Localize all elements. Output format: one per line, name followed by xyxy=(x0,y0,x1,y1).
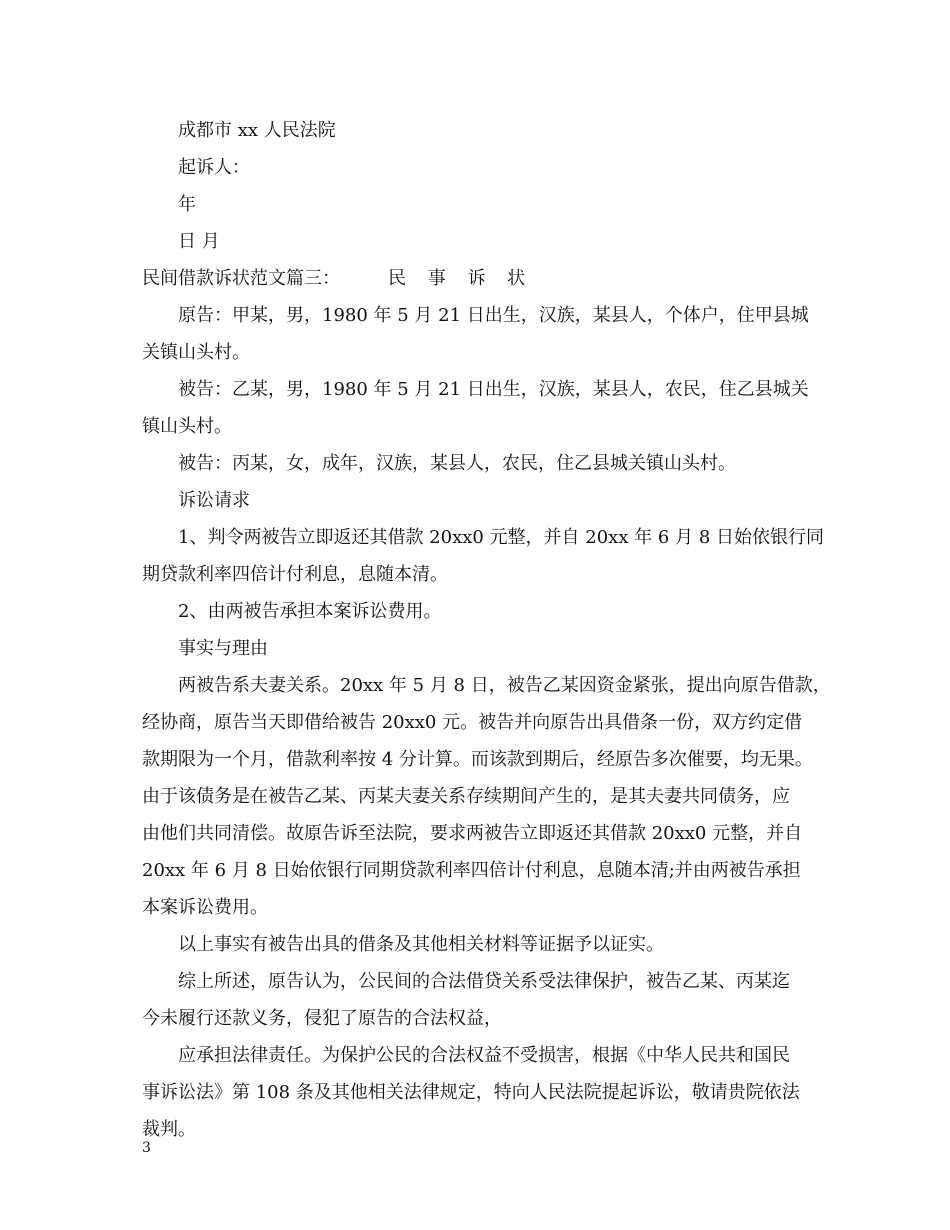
document-body xyxy=(142,116,831,1152)
text-line: 两被告系夫妻关系。20xx 年 5 月 8 日，被告乙某因资金紧张，提出向原告借款， xyxy=(178,675,831,696)
text-line: 综上所述，原告认为，公民间的合法借贷关系受法律保护，被告乙某、丙某迄 xyxy=(178,971,790,992)
text-line: 20xx 年 6 月 8 日始依银行同期贷款利率四倍计付利息，息随本清;并由两被告承担 xyxy=(142,860,801,881)
facts-paragraph-2: 以上事实有被告出具的借条及其他相关材料等证据予以证实。 xyxy=(178,934,664,955)
plaintiff-signature-label: 起诉人： xyxy=(178,157,250,178)
document-heading: 民 事 诉 状 xyxy=(388,268,534,289)
page-number: 3 xyxy=(142,1140,151,1156)
text-line: 今未履行还款义务，侵犯了原告的合法权益， xyxy=(142,1008,502,1029)
text-line: 经协商，原告当天即借给被告 20xx0 元。被告并向原告出具借条一份，双方约定借 xyxy=(142,712,803,733)
text-line: 关镇山头村。 xyxy=(142,342,250,363)
text-line: 应承担法律责任。为保护公民的合法权益不受损害，根据《中华人民共和国民 xyxy=(178,1045,790,1066)
text-line: 期贷款利率四倍计付利息，息随本清。 xyxy=(142,564,448,585)
facts-paragraph-1 xyxy=(142,671,831,923)
defendant2-info: 被告：丙某，女，成年，汉族，某县人，农民，住乙县城关镇山头村。 xyxy=(178,453,736,474)
text-line: 款期限为一个月，借款利率按 4 分计算。而该款到期后，经原告多次催要，均无果。 xyxy=(142,749,813,770)
facts-paragraph-3 xyxy=(142,967,814,1034)
text-line: 事诉讼法》第 108 条及其他相关法律规定，特向人民法院提起诉讼，敬请贵院依法 xyxy=(142,1082,800,1103)
facts-paragraph-4 xyxy=(142,1041,814,1145)
date-year: 年 xyxy=(178,194,196,215)
section-title: 民间借款诉状范文篇三： xyxy=(142,268,340,289)
plaintiff-info xyxy=(142,301,814,368)
text-line: 裁判。 xyxy=(142,1119,196,1140)
claim-item-2: 2、由两被告承担本案诉讼费用。 xyxy=(178,601,442,622)
text-line: 镇山头村。 xyxy=(142,416,232,437)
claim-item-1 xyxy=(142,523,824,590)
claims-heading: 诉讼请求 xyxy=(178,490,250,511)
text-line: 1、判令两被告立即返还其借款 20xx0 元整，并自 20xx 年 6 月 8 日始依银行同 xyxy=(178,527,824,548)
section-title-row xyxy=(142,264,814,294)
date-day-month: 日 月 xyxy=(178,231,220,252)
court-name: 成都市 xx 人民法院 xyxy=(178,120,336,141)
facts-heading: 事实与理由 xyxy=(178,638,268,659)
text-line: 由于该债务是在被告乙某、丙某夫妻关系存续期间产生的，是其夫妻共同债务，应 xyxy=(142,786,790,807)
defendant1-info xyxy=(142,375,814,442)
text-line: 由他们共同清偿。故原告诉至法院，要求两被告立即返还其借款 20xx0 元整，并自 xyxy=(142,823,803,844)
text-line: 被告：乙某，男，1980 年 5 月 21 日出生，汉族，某县人，农民，住乙县城关 xyxy=(178,379,809,400)
text-line: 本案诉讼费用。 xyxy=(142,897,268,918)
text-line: 原告：甲某，男，1980 年 5 月 21 日出生，汉族，某县人，个体户，住甲县城 xyxy=(178,305,809,326)
